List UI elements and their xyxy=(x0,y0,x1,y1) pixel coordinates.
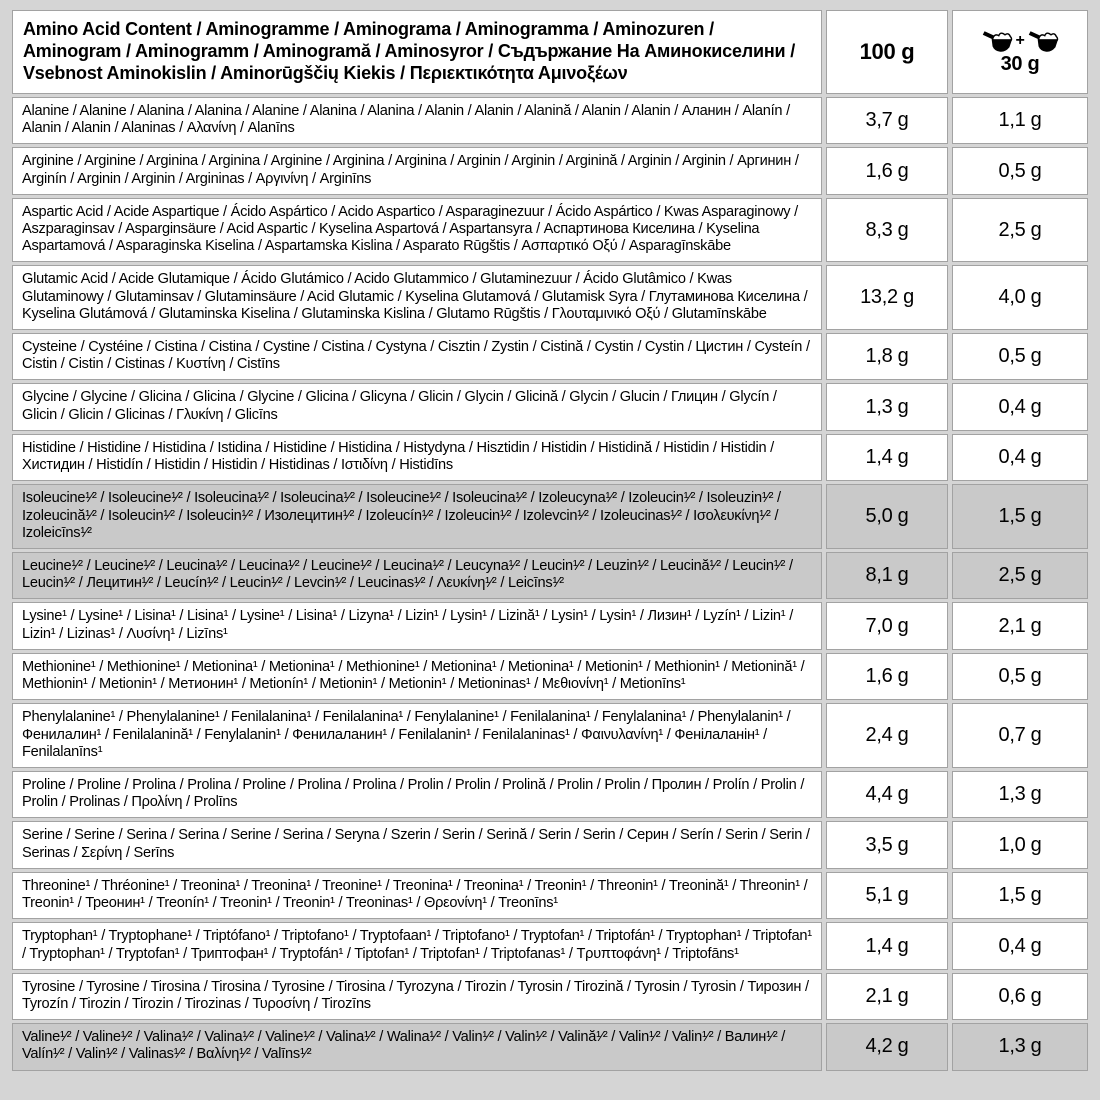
row-histidine xyxy=(12,434,1088,481)
amino-acid-names: Phenylalanine¹ / Phenylalanine¹ / Fenilalanina¹ / Fenilalanina¹ / Fenylalanine¹ / Fenilalanina¹ / Fenylalanina¹ / Phenylalanin¹ / Фенилалин¹ / Fenilalanină¹ / Fenylalanin¹ / Фенилаланин¹ / Fenilalanin¹ / Fenilalaninas¹ / Φαινυλανίνη¹ / Фенілаланін¹ / Fenilalanīns¹ xyxy=(22,709,791,760)
value-per-30g: 2,1 g xyxy=(952,602,1088,649)
amino-acid-names: Threonine¹ / Thréonine¹ / Treonina¹ / Treonina¹ / Treonine¹ / Treonina¹ / Treonina¹ / Treonin¹ / Threonin¹ / Treonină¹ / Threonin¹ / Treonin¹ / Треонин¹ / Treonín¹ / Treonin¹ / Treonin¹ / Treoninas¹ / Θρεονίνη¹ / Treonīns¹ xyxy=(22,877,808,912)
measuring-scoop-icon xyxy=(1027,29,1059,53)
value-per-30g: 0,5 g xyxy=(952,147,1088,194)
row-glutamic-acid xyxy=(12,265,1088,330)
amino-acid-names: Lysine¹ / Lysine¹ / Lisina¹ / Lisina¹ / Lysine¹ / Lisina¹ / Lizyna¹ / Lizin¹ / Lysin¹ / Lizină¹ / Lysin¹ / Lysin¹ / Лизин¹ / Lyzín¹ / Lizin¹ / Lizin¹ / Lizinas¹ / Λυσίνη¹ / Lizīns¹ xyxy=(22,608,794,642)
value-per-30g: 2,5 g xyxy=(952,198,1088,263)
value-per-100g: 1,4 g xyxy=(826,434,948,481)
row-phenylalanine xyxy=(12,703,1088,768)
value-per-30g: 1,3 g xyxy=(952,1023,1088,1070)
value-per-30g: 0,7 g xyxy=(952,703,1088,768)
table-title-text: Amino Acid Content / Aminogramme / Aminograma / Aminogramma / Aminozuren / Aminogram / Aminogramm / Aminogramă / Aminosyror / Съдържание На Аминокиселини / Vsebnost Aminokislin / Aminorūgščių Kiekis / Περιεκτικότητα Αμινοξέων xyxy=(23,19,796,83)
amino-acid-table xyxy=(12,10,1088,1094)
value-per-30g: 0,5 g xyxy=(952,333,1088,380)
value-per-30g: 1,5 g xyxy=(952,484,1088,549)
value-per-30g: 4,0 g xyxy=(952,265,1088,330)
value-per-30g: 0,6 g xyxy=(952,973,1088,1020)
amino-acid-names: Glycine / Glycine / Glicina / Glicina / Glycine / Glicina / Glicyna / Glicin / Glycin / Glicină / Glycin / Glucin / Глицин / Glycín / Glicin / Glicin / Glicinas / Γλυκίνη / Glicīns xyxy=(22,389,777,423)
value-per-30g: 0,5 g xyxy=(952,653,1088,700)
measuring-scoop-icon xyxy=(981,29,1013,53)
value-per-100g: 3,5 g xyxy=(826,821,948,868)
value-per-100g: 1,4 g xyxy=(826,922,948,969)
value-per-100g: 1,6 g xyxy=(826,653,948,700)
column-header-per-serving xyxy=(952,10,1088,94)
value-per-100g: 1,6 g xyxy=(826,147,948,194)
amino-acid-names: Glutamic Acid / Acide Glutamique / Ácido Glutámico / Acido Glutammico / Glutaminezuur / Ácido Glutâmico / Kwas Glutaminowy / Glutaminsav / Glutaminsäure / Acid Glutamic / Kyselina Glutamová / Glutamisk Syra / Глутаминова Киселина / Kyselina Glutámová / Glutaminska Kiselina / Glutaminska Kislina / Glutamo Rūgštis / Γλουταμινικό Οξύ / Glutamīnskābe xyxy=(22,271,808,322)
row-glycine xyxy=(12,383,1088,430)
row-threonine xyxy=(12,872,1088,919)
value-per-30g: 2,5 g xyxy=(952,552,1088,599)
amino-acid-names: Tyrosine / Tyrosine / Tirosina / Tirosina / Tyrosine / Tirosina / Tyrozyna / Tirozin / Tyrosin / Tirozină / Tyrosin / Tyrosin / Тирозин / Tyrozín / Tirozin / Tirozin / Tirozinas / Τυροσίνη / Tirozīns xyxy=(22,978,809,1012)
row-arginine xyxy=(12,147,1088,194)
row-cysteine xyxy=(12,333,1088,380)
plus-sign: + xyxy=(1015,32,1025,50)
amino-acid-names: Alanine / Alanine / Alanina / Alanina / Alanine / Alanina / Alanina / Alanin / Alanin / Alanină / Alanin / Alanin / Аланин / Alanín / Alanin / Alanin / Alaninas / Αλανίνη / Alanīns xyxy=(22,102,790,137)
amino-acid-names: Leucine¹⁄² / Leucine¹⁄² / Leucina¹⁄² / Leucina¹⁄² / Leucine¹⁄² / Leucina¹⁄² / Leucyna¹⁄² / Leucin¹⁄² / Leuzin¹⁄² / Leucină¹⁄² / Leucin¹⁄² / Leucin¹⁄² / Лецитин¹⁄² / Leucín¹⁄² / Leucin¹⁄² / Levcin¹⁄² / Leucinas¹⁄² / Λευκίνη¹⁄² / Leicīns¹⁄² xyxy=(22,558,793,592)
row-aspartic-acid xyxy=(12,198,1088,263)
value-per-30g: 0,4 g xyxy=(952,383,1088,430)
value-per-100g: 13,2 g xyxy=(826,265,948,330)
row-lysine xyxy=(12,602,1088,649)
value-per-30g: 1,0 g xyxy=(952,821,1088,868)
serving-size-label: 30 g xyxy=(1000,53,1040,76)
amino-acid-names: Methionine¹ / Methionine¹ / Metionina¹ / Metionina¹ / Methionine¹ / Metionina¹ / Metionina¹ / Metionin¹ / Methionin¹ / Metionină¹ / Methionin¹ / Metionin¹ / Метионин¹ / Metionín¹ / Metionin¹ / Metionin¹ / Metioninas¹ / Μεθιονίνη¹ / Metionīns¹ xyxy=(22,658,805,693)
value-per-100g: 1,8 g xyxy=(826,333,948,380)
amino-acid-names: Isoleucine¹⁄² / Isoleucine¹⁄² / Isoleucina¹⁄² / Isoleucina¹⁄² / Isoleucine¹⁄² / Isoleucina¹⁄² / Izoleucyna¹⁄² / Izoleucin¹⁄² / Isoleuzin¹⁄² / Izoleucină¹⁄² / Isoleucin¹⁄² / Isoleucin¹⁄² / Изолецитин¹⁄² / Izoleucín¹⁄² / Izoleucin¹⁄² / Izolevcin¹⁄² / Izoleucinas¹⁄² / Ισολευκίνη¹⁄² / Izoleicīns¹⁄² xyxy=(22,490,781,541)
amino-acid-names: Aspartic Acid / Acide Aspartique / Ácido Aspártico / Acido Aspartico / Asparaginezuur / Ácido Aspártico / Kwas Asparaginowy / Aszparaginsav / Asparginsäure / Acid Aspartic / Kyselina Aspartová / Aspartansyra / Аспартинова Киселина / Kyselina Aspartamová / Asparaginska Kiselina / Aspartamska Kislina / Asparato Rūgštis / Ασπαρτικό Οξύ / Asparagīnskābe xyxy=(22,203,798,255)
row-valine xyxy=(12,1023,1088,1070)
value-per-30g: 1,1 g xyxy=(952,97,1088,144)
row-isoleucine xyxy=(12,484,1088,549)
value-per-100g: 5,1 g xyxy=(826,872,948,919)
row-methionine xyxy=(12,653,1088,700)
per-100g-label: 100 g xyxy=(859,38,915,64)
amino-acid-names: Arginine / Arginine / Arginina / Arginina / Arginine / Arginina / Arginina / Arginin / Arginin / Arginină / Arginin / Arginin / Аргинин / Arginín / Arginin / Arginin / Argininas / Αργινίνη / Arginīns xyxy=(22,153,799,187)
value-per-30g: 1,3 g xyxy=(952,771,1088,818)
value-per-100g: 2,1 g xyxy=(826,973,948,1020)
table-header-row xyxy=(12,10,1088,94)
row-alanine xyxy=(12,97,1088,144)
row-proline xyxy=(12,771,1088,818)
column-header-per-100g xyxy=(826,10,948,94)
amino-acid-names: Tryptophan¹ / Tryptophane¹ / Triptófano¹ / Triptofano¹ / Tryptofaan¹ / Triptofano¹ / Tryptofan¹ / Triptofán¹ / Tryptophan¹ / Triptofan¹ / Tryptophan¹ / Tryptofan¹ / Триптофан¹ / Tryptofán¹ / Tiptofan¹ / Triptofan¹ / Triptofanas¹ / Τρυπτοφάνη¹ / Triptofāns¹ xyxy=(22,928,812,962)
amino-acid-names: Histidine / Histidine / Histidina / Istidina / Histidine / Histidina / Histydyna / Hisztidin / Histidin / Histidină / Histidin / Histidin / Хистидин / Histidín / Histidin / Histidin / Histidinas / Ιστιδίνη / Histidīns xyxy=(22,439,774,474)
value-per-100g: 8,1 g xyxy=(826,552,948,599)
amino-acid-names: Serine / Serine / Serina / Serina / Serine / Serina / Seryna / Szerin / Serin / Serină / Serin / Serin / Серин / Serín / Serin / Serin / Serinas / Σερίνη / Serīns xyxy=(22,827,810,861)
amino-acid-names: Proline / Proline / Prolina / Prolina / Proline / Prolina / Prolina / Prolin / Prolin / Prolină / Prolin / Prolin / Пролин / Prolín / Prolin / Prolin / Prolinas / Προλίνη / Prolīns xyxy=(22,776,805,811)
row-tyrosine xyxy=(12,973,1088,1020)
value-per-100g: 8,3 g xyxy=(826,198,948,263)
value-per-100g: 3,7 g xyxy=(826,97,948,144)
value-per-100g: 4,4 g xyxy=(826,771,948,818)
value-per-100g: 5,0 g xyxy=(826,484,948,549)
scoop-icons xyxy=(981,29,1058,53)
table-title xyxy=(12,10,822,94)
row-serine xyxy=(12,821,1088,868)
value-per-100g: 7,0 g xyxy=(826,602,948,649)
row-tryptophan xyxy=(12,922,1088,969)
row-leucine xyxy=(12,552,1088,599)
value-per-100g: 1,3 g xyxy=(826,383,948,430)
value-per-30g: 0,4 g xyxy=(952,434,1088,481)
value-per-30g: 0,4 g xyxy=(952,922,1088,969)
amino-acid-names: Cysteine / Cystéine / Cistina / Cistina / Cystine / Cistina / Cystyna / Cisztin / Zystin / Cistină / Cystin / Cystin / Цистин / Cysteín / Cistin / Cistin / Cistinas / Κυστίνη / Cistīns xyxy=(22,339,810,373)
value-per-100g: 2,4 g xyxy=(826,703,948,768)
value-per-30g: 1,5 g xyxy=(952,872,1088,919)
value-per-100g: 4,2 g xyxy=(826,1023,948,1070)
amino-acid-names: Valine¹⁄² / Valine¹⁄² / Valina¹⁄² / Valina¹⁄² / Valine¹⁄² / Valina¹⁄² / Walina¹⁄² / Valin¹⁄² / Valin¹⁄² / Valină¹⁄² / Valin¹⁄² / Valin¹⁄² / Валин¹⁄² / Valín¹⁄² / Valin¹⁄² / Valinas¹⁄² / Βαλίνη¹⁄² / Valīns¹⁄² xyxy=(22,1029,786,1063)
